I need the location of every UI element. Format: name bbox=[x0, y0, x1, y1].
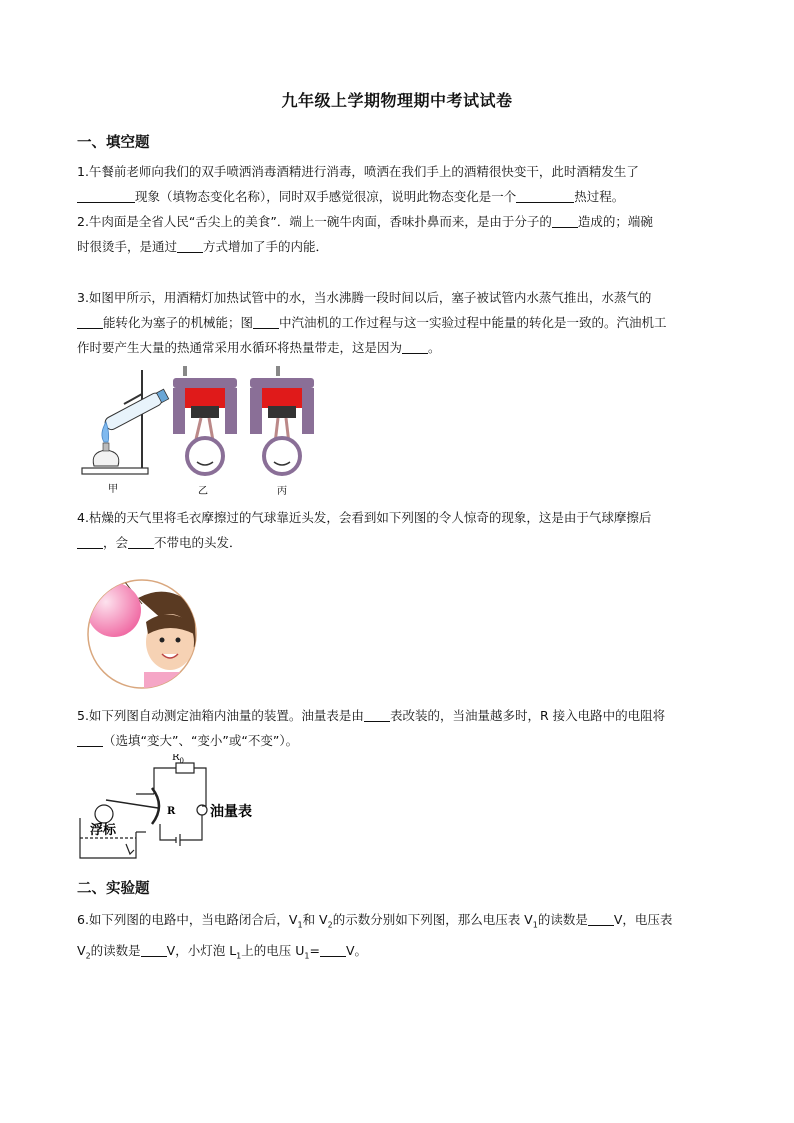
answer-blank[interactable] bbox=[77, 732, 103, 747]
question-2 bbox=[77, 209, 727, 259]
q3-text: 中汽油机的工作过程与这一实验过程中能量的转化是一致的。汽油机工 bbox=[279, 315, 667, 330]
q1-text: 1.午餐前老师向我们的双手喷洒消毒酒精进行消毒，喷洒在我们手上的酒精很快变干，此时酒精发生了 bbox=[77, 164, 639, 179]
subscript: 1 bbox=[532, 920, 538, 930]
answer-blank[interactable] bbox=[177, 238, 203, 253]
q1-text: 现象（填物态变化名称），同时双手感觉很凉，说明此物态变化是一个 bbox=[135, 189, 517, 204]
q5-text: 表改装的，当油量越多时，R 接入电路中的电阻将 bbox=[389, 708, 666, 723]
question-3 bbox=[77, 285, 727, 360]
q6-text: = bbox=[309, 942, 320, 958]
engine-bing bbox=[250, 366, 314, 474]
question-5 bbox=[77, 703, 727, 753]
q6-text: 6.如下列图的电路中，当电路闭合后，V bbox=[77, 912, 298, 927]
page-title: 九年级上学期物理期中考试试卷 bbox=[281, 91, 513, 110]
q6-text: 和 V bbox=[302, 912, 328, 927]
q2-text: 方式增加了手的内能． bbox=[203, 239, 329, 254]
answer-blank[interactable] bbox=[552, 213, 578, 228]
section-heading-fill-blank: 一、填空题 bbox=[77, 135, 150, 151]
q4-text: 不带电的头发． bbox=[154, 535, 242, 550]
subscript: 1 bbox=[236, 951, 242, 960]
q6-text: V bbox=[77, 942, 86, 958]
test-tube bbox=[103, 388, 169, 431]
fig-label-bing: 丙 bbox=[277, 486, 287, 497]
answer-blank[interactable] bbox=[588, 911, 614, 926]
question-1 bbox=[77, 159, 727, 209]
answer-blank[interactable] bbox=[77, 188, 135, 203]
q1-text: 热过程。 bbox=[574, 189, 625, 204]
answer-blank[interactable] bbox=[77, 534, 103, 549]
subscript: 1 bbox=[297, 920, 303, 930]
subscript: 2 bbox=[327, 920, 333, 930]
q6-text: 的读数是 bbox=[537, 912, 588, 927]
balloon-hair-figure bbox=[78, 578, 206, 690]
q2-text: 2.牛肉面是全省人民“舌尖上的美食”．端上一碗牛肉面，香味扑鼻而来，是由于分子的 bbox=[77, 214, 552, 229]
float-circle bbox=[95, 805, 113, 823]
q3-text: 。 bbox=[428, 340, 441, 355]
q6-text: V，电压表 bbox=[613, 912, 673, 927]
answer-blank[interactable] bbox=[320, 942, 346, 957]
q2-text: 造成的；端碗 bbox=[577, 214, 653, 229]
fig-label-jia: 甲 bbox=[108, 484, 118, 495]
q2-text: 时很烫手，是通过 bbox=[77, 239, 178, 254]
q3-text: 3.如图甲所示，用酒精灯加热试管中的水，当水沸腾一段时间以后，塞子被试管内水蒸气推出，水蒸气的 bbox=[77, 290, 652, 305]
label-r: R bbox=[167, 806, 176, 817]
q3-text: 能转化为塞子的机械能；图 bbox=[103, 315, 254, 330]
label-oil-meter: 油量表 bbox=[210, 804, 252, 820]
q6-text: V，小灯泡 L bbox=[166, 942, 237, 958]
q4-text: ，会 bbox=[103, 535, 129, 550]
question-4 bbox=[77, 505, 727, 555]
answer-blank[interactable] bbox=[364, 707, 390, 722]
q5-text: （选填“变大”、“变小”或“不变”）。 bbox=[103, 733, 299, 748]
q6-text: 的示数分别如下列图，那么电压表 V bbox=[332, 912, 533, 927]
fig-label-yi: 乙 bbox=[198, 486, 208, 497]
answer-blank[interactable] bbox=[141, 942, 167, 957]
q6-text: 的读数是 bbox=[90, 942, 141, 958]
answer-blank[interactable] bbox=[402, 339, 428, 354]
heat-engine-figure bbox=[76, 364, 316, 500]
oil-gauge-figure bbox=[76, 754, 266, 866]
stand-base bbox=[82, 468, 148, 474]
label-r0: $R_0$ bbox=[172, 754, 184, 765]
answer-blank[interactable] bbox=[516, 188, 574, 203]
engine-yi bbox=[173, 366, 237, 474]
q4-text: 4.枯燥的天气里将毛衣摩擦过的气球靠近头发，会看到如下列图的令人惊奇的现象，这是由于气球摩擦后 bbox=[77, 510, 652, 525]
alcohol-lamp bbox=[93, 450, 119, 466]
q6-text: 上的电压 U bbox=[241, 942, 305, 958]
section-heading-experiment: 二、实验题 bbox=[77, 881, 150, 897]
subscript: 1 bbox=[304, 951, 310, 960]
question-6 bbox=[77, 907, 727, 968]
balloon bbox=[87, 583, 141, 637]
q6-text: V。 bbox=[345, 942, 368, 958]
label-float: 浮标 bbox=[90, 823, 117, 838]
answer-blank[interactable] bbox=[253, 314, 279, 329]
answer-blank[interactable] bbox=[77, 314, 103, 329]
answer-blank[interactable] bbox=[128, 534, 154, 549]
q3-text: 作时要产生大量的热通常采用水循环将热量带走，这是因为 bbox=[77, 340, 403, 355]
subscript: 2 bbox=[85, 951, 91, 960]
q5-text: 5.如下列图自动测定油箱内油量的装置。油量表是由 bbox=[77, 708, 364, 723]
